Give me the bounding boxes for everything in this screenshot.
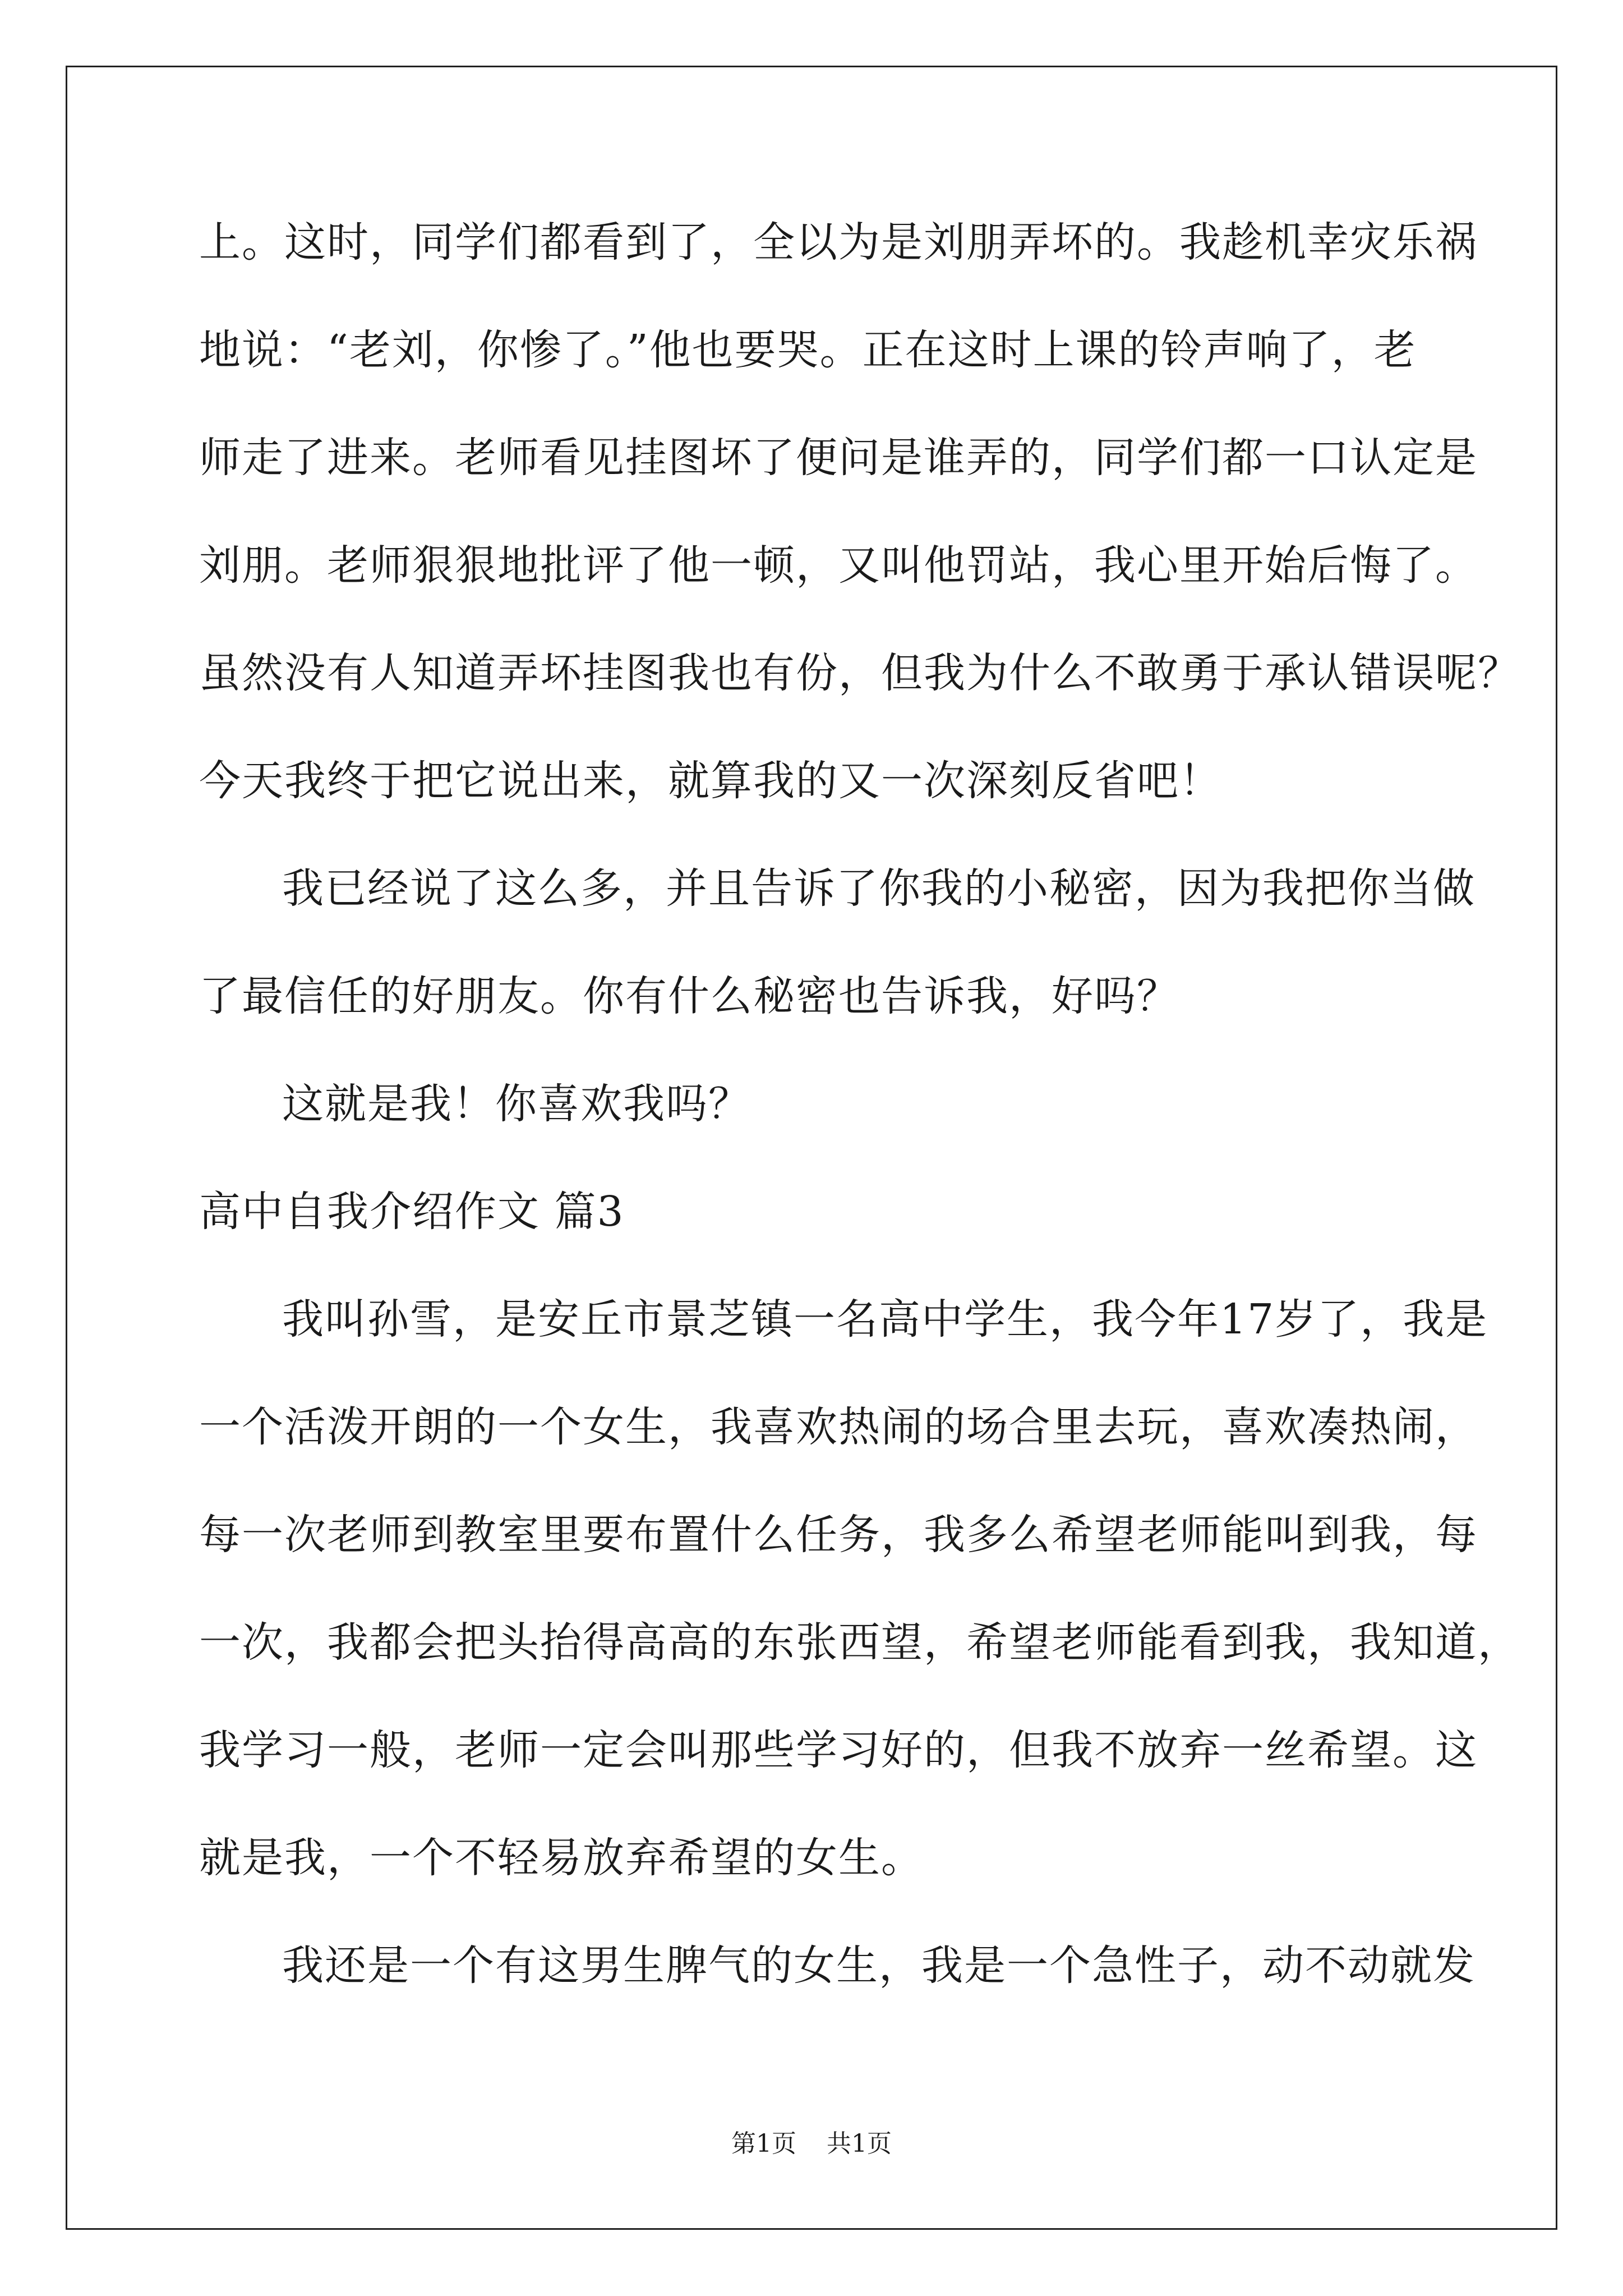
- paragraph-start-line: 我叫孙雪，是安丘市景芝镇一名高中学生，我今年17岁了，我是: [282, 1295, 1488, 1343]
- text-line: 刘朋。老师狠狠地批评了他一顿，又叫他罚站，我心里开始后悔了。: [199, 541, 1478, 590]
- paragraph-start-line: 这就是我！你喜欢我吗？: [282, 1080, 751, 1128]
- text-line: 师走了进来。老师看见挂图坏了便问是谁弄的，同学们都一口认定是: [199, 434, 1478, 482]
- text-line: 一个活泼开朗的一个女生，我喜欢热闹的场合里去玩，喜欢凑热闹，: [199, 1403, 1478, 1451]
- text-line: 今天我终于把它说出来，就算我的又一次深刻反省吧！: [199, 757, 1222, 805]
- text-line: 我学习一般，老师一定会叫那些学习好的，但我不放弃一丝希望。这: [199, 1726, 1478, 1774]
- text-line: 每一次老师到教室里要布置什么任务，我多么希望老师能叫到我，每: [199, 1511, 1478, 1559]
- text-line: 就是我，一个不轻易放弃希望的女生。: [199, 1834, 924, 1882]
- page-number: 第1页: [731, 2129, 796, 2158]
- section-heading: 高中自我介绍作文 篇3: [199, 1188, 625, 1236]
- paragraph-start-line: 我还是一个有这男生脾气的女生，我是一个急性子，动不动就发: [282, 1941, 1476, 1990]
- page-total: 共1页: [827, 2129, 892, 2158]
- paragraph-start-line: 我已经说了这么多，并且告诉了你我的小秘密，因为我把你当做: [282, 864, 1476, 913]
- text-line: 一次，我都会把头抬得高高的东张西望，希望老师能看到我，我知道，: [199, 1618, 1520, 1667]
- page-footer: [0, 2123, 1623, 2159]
- document-body: [199, 213, 1520, 2044]
- text-line: 地说：“老刘，你惨了。”他也要哭。正在这时上课的铃声响了，老: [199, 326, 1417, 374]
- text-line: 了最信任的好朋友。你有什么秘密也告诉我，好吗？: [199, 972, 1179, 1020]
- text-line: 虽然没有人知道弄坏挂图我也有份，但我为什么不敢勇于承认错误呢？: [199, 649, 1520, 697]
- text-line: 上。这时，同学们都看到了，全以为是刘朋弄坏的。我趁机幸灾乐祸: [199, 218, 1478, 266]
